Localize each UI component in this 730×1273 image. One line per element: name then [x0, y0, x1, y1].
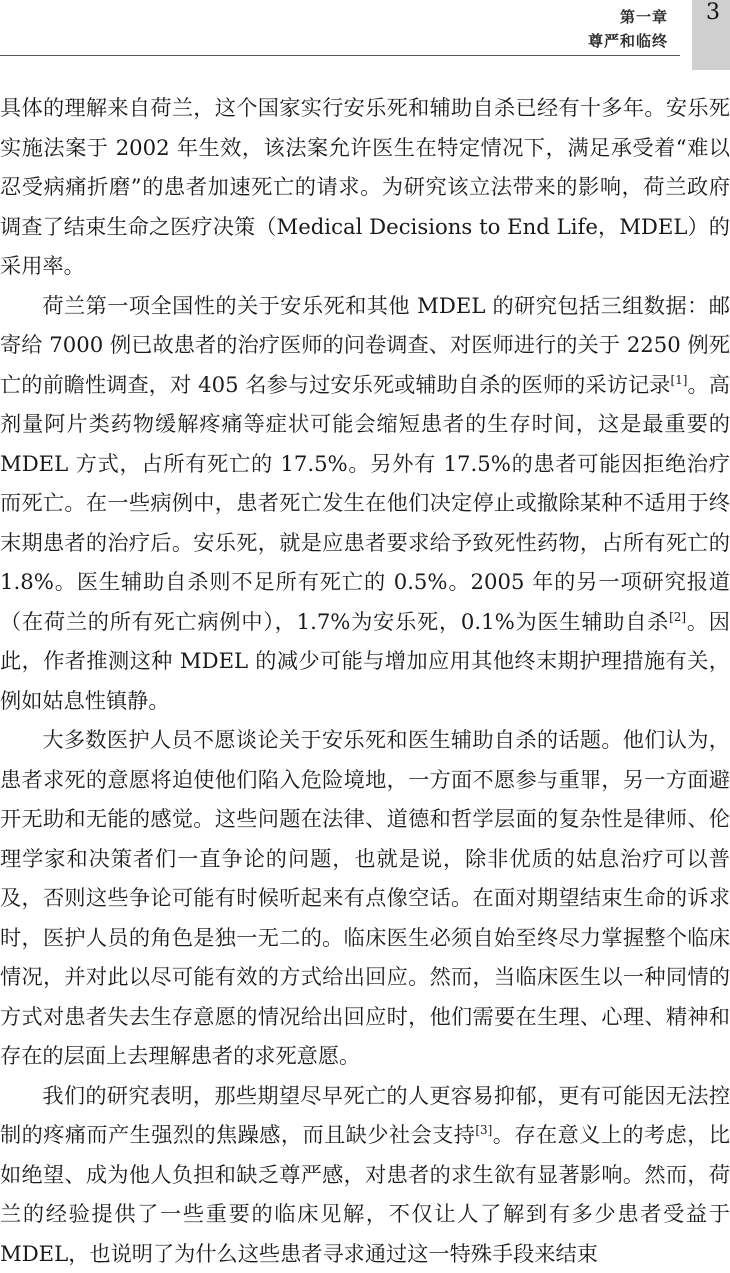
paragraph-2-part-c: 。因此，作者推测这种 MDEL 的减少可能与增加应用其他终末期护理措施有关，例如姑息性镇静。	[0, 609, 730, 713]
citation-2[interactable]: [2]	[669, 609, 686, 623]
header-rule	[0, 55, 680, 56]
paragraph-2-part-a: 荷兰第一项全国性的关于安乐死和其他 MDEL 的研究包括三组数据：邮寄给 7000 例已故患者的治疗医师的问卷调查、对医师进行的关于 2250 例死亡的前瞻性调查，对 405 名参与过安乐死或辅助自杀的医师的采访记录	[0, 293, 730, 397]
paragraph-4	[0, 1076, 730, 1273]
running-header	[0, 0, 730, 72]
body-text	[0, 88, 730, 1273]
citation-3[interactable]: [3]	[475, 1123, 492, 1137]
citation-1[interactable]: [1]	[670, 372, 687, 386]
paragraph-3: 大多数医护人员不愿谈论关于安乐死和医生辅助自杀的话题。他们认为，患者求死的意愿将迫使他们陷入危险境地，一方面不愿参与重罪，另一方面避开无助和无能的感觉。这些问题在法律、道德和哲学层面的复杂性是律师、伦理学家和决策者们一直争论的问题，也就是说，除非优质的姑息治疗可以普及，否则这些争论可能有时候听起来有点像空话。在面对期望结束生命的诉求时，医护人员的角色是独一无二的。临床医生必须自始至终尽力掌握整个临床情况，并对此以尽可能有效的方式给出回应。然而，当临床医生以一种同情的方式对患者失去生存意愿的情况给出回应时，他们需要在生理、心理、精神和存在的层面上去理解患者的求死意愿。	[0, 720, 730, 1076]
chapter-title: 尊严和临终	[588, 30, 668, 51]
paragraph-2-part-b: 。高剂量阿片类药物缓解疼痛等症状可能会缩短患者的生存时间，这是最重要的 MDEL 方式，占所有死亡的 17.5%。另外有 17.5%的患者可能因拒绝治疗而死亡。在一些病例中，患者死亡发生在他们决定停止或撤除某种不适用于终末期患者的治疗后。安乐死，就是应患者要求给予致死性药物，占所有死亡的 1.8%。医生辅助自杀则不足所有死亡的 0.5%。2005 年的另一项研究报道（在荷兰的所有死亡病例中），1.7%为安乐死，0.1%为医生辅助自杀	[0, 372, 730, 634]
paragraph-4-part-b: 。存在意义上的考虑，比如绝望、成为他人负担和缺乏尊严感，对患者的求生欲有显著影响。然而，荷兰的经验提供了一些重要的临床见解，不仅让人了解到有多少患者受益于 MDEL，也说明了为什么这些患者寻求通过这一特殊手段来结束	[0, 1122, 730, 1266]
paragraph-4-part-a: 我们的研究表明，那些期望尽早死亡的人更容易抑郁，更有可能因无法控制的疼痛而产生强烈的焦躁感，而且缺少社会支持	[0, 1083, 730, 1148]
paragraph-1: 具体的理解来自荷兰，这个国家实行安乐死和辅助自杀已经有十多年。安乐死实施法案于 2002 年生效，该法案允许医生在特定情况下，满足承受着“难以忍受病痛折磨”的患者加速死亡的请求。为研究该立法带来的影响，荷兰政府调查了结束生命之医疗决策（Medical Decisions to End Life，MDEL）的采用率。	[0, 88, 730, 286]
paragraph-2	[0, 286, 730, 721]
page-number: 3	[706, 0, 720, 25]
chapter-label: 第一章	[620, 6, 668, 27]
